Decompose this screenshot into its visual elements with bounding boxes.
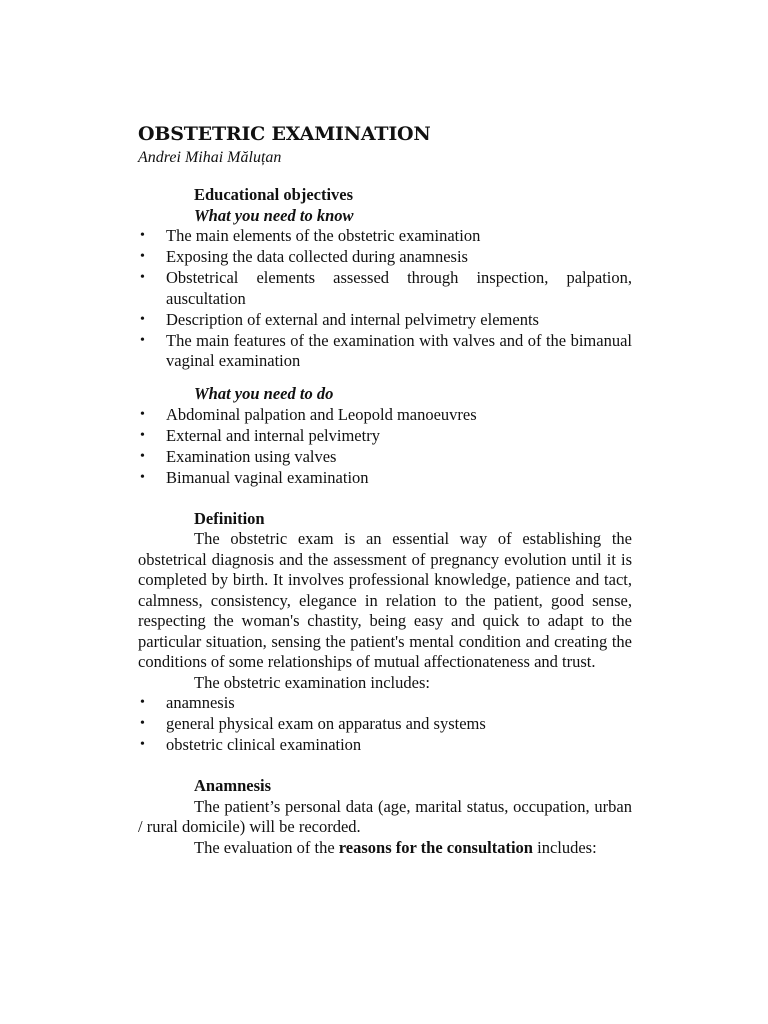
list-item	[138, 405, 632, 426]
bullet-icon: •	[140, 270, 145, 285]
bullet-icon: •	[140, 427, 145, 443]
list-item-text: Examination using valves	[166, 446, 337, 466]
do-list	[138, 405, 632, 489]
list-item-text: Abdominal palpation and Leopold manoeuvres	[166, 404, 477, 424]
bullet-icon: •	[140, 448, 145, 464]
list-item-text: Obstetrical elements assessed through inspection, palpation, auscultation	[166, 268, 632, 308]
list-item-text: general physical exam on apparatus and systems	[166, 714, 486, 733]
list-item	[138, 714, 632, 735]
anamnesis-heading: Anamnesis	[194, 776, 272, 795]
list-item-text: External and internal pelvimetry	[166, 425, 380, 445]
list-item-text: Description of external and internal pelvimetry elements	[166, 309, 539, 329]
bullet-icon: •	[140, 228, 145, 243]
bullet-icon: •	[140, 311, 145, 327]
consultation-text-end: includes:	[532, 837, 597, 857]
document-page	[138, 118, 632, 858]
list-item-text: anamnesis	[166, 693, 235, 712]
list-item	[138, 693, 632, 714]
definition-paragraph: The obstetric exam is an essential way of establishing the obstetrical diagnosis and the assessment of pregnancy evolution until it is completed by birth. It involves professional knowledge, patience and tact, calmness, consistency, elegance in relation to the patient, good sense, respecting the woman's chastity, being easy and quick to adapt to the particular situation, sensing the patient's mental condition and creating the conditions of some relationships of mutual affectionateness and trust.	[138, 529, 632, 671]
anamnesis-paragraph: The patient’s personal data (age, marital status, occupation, urban / rural domicile) will be recorded.	[138, 796, 632, 836]
bullet-icon: •	[140, 695, 145, 710]
know-heading: What you need to know	[194, 205, 354, 225]
includes-list	[138, 693, 632, 756]
list-item-text: The main features of the examination with valves and of the bimanual vaginal examination	[166, 330, 632, 370]
document-title: OBSTETRIC EXAMINATION	[138, 123, 431, 145]
list-item	[138, 310, 632, 331]
list-item	[138, 426, 632, 447]
consultation-paragraph	[138, 838, 632, 859]
includes-intro: The obstetric examination includes:	[194, 672, 430, 692]
list-item	[138, 226, 632, 247]
do-heading: What you need to do	[194, 384, 334, 403]
list-item-text: Exposing the data collected during anamnesis	[166, 247, 468, 266]
bullet-icon: •	[140, 406, 145, 422]
consultation-text-start: The evaluation of the	[194, 837, 339, 857]
bullet-icon: •	[140, 716, 145, 731]
list-item	[138, 268, 632, 309]
bullet-icon: •	[140, 332, 145, 348]
list-item	[138, 468, 632, 489]
bullet-icon: •	[140, 737, 145, 752]
list-item	[138, 447, 632, 468]
bullet-icon: •	[140, 249, 145, 264]
list-item	[138, 735, 632, 756]
objectives-heading: Educational objectives	[194, 185, 354, 204]
consultation-reasons-bold: reasons for the consultation	[338, 837, 533, 857]
know-list	[138, 226, 632, 372]
author-name: Andrei Mihai Măluțan	[138, 149, 282, 166]
list-item	[138, 247, 632, 268]
definition-heading: Definition	[194, 508, 265, 528]
list-item-text: Bimanual vaginal examination	[166, 467, 369, 487]
bullet-icon: •	[140, 469, 145, 485]
list-item	[138, 331, 632, 372]
list-item-text: The main elements of the obstetric examination	[166, 226, 481, 245]
list-item-text: obstetric clinical examination	[166, 735, 362, 754]
